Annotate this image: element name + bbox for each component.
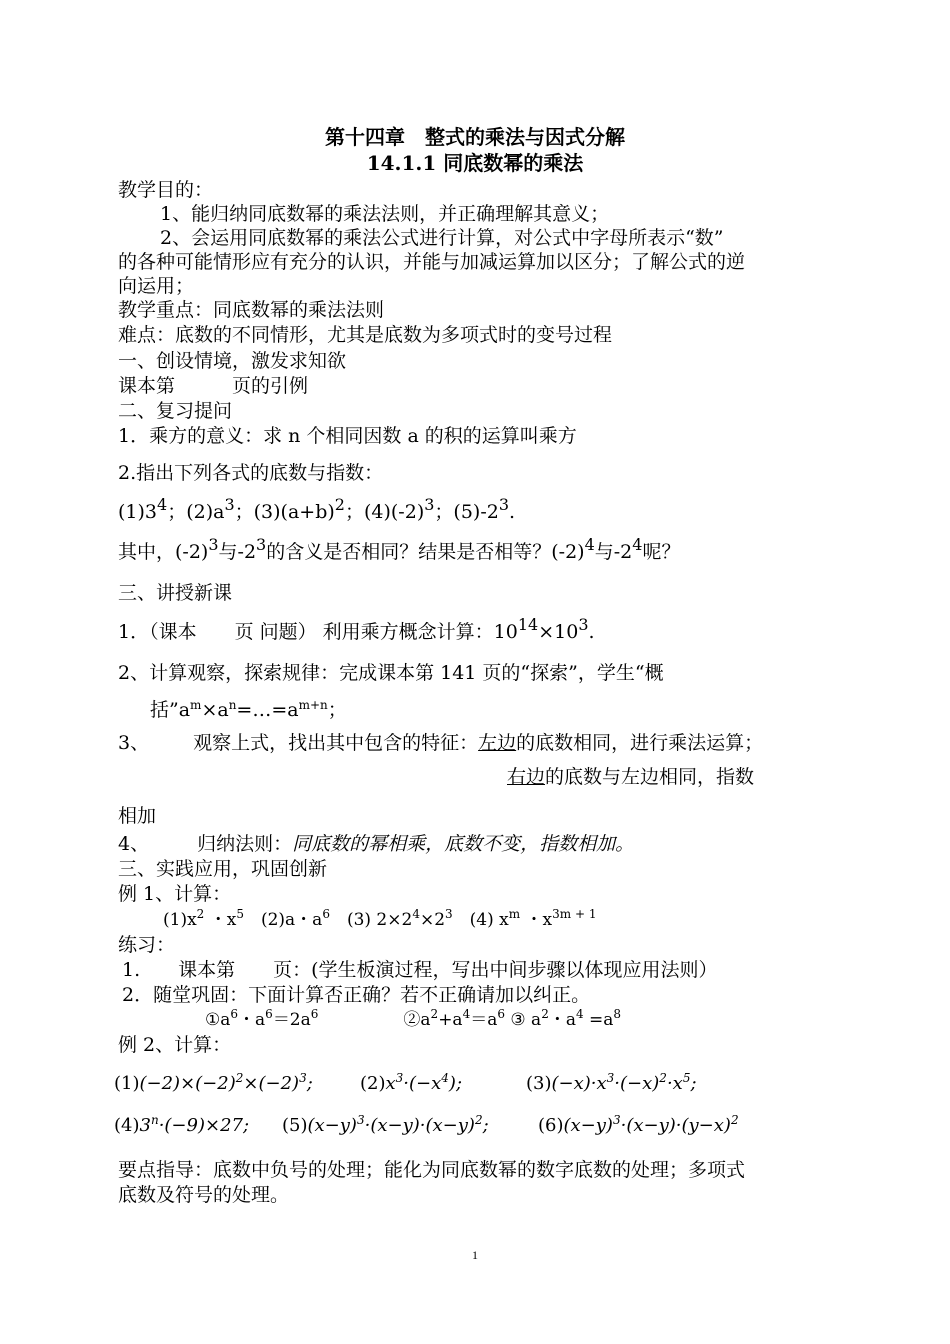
goal-1: 1、能归纳同底数幂的乘法法则，并正确理解其意义； — [160, 203, 610, 225]
example-2-item-5: $(5)(x-y)^3\cdot(x-y)\cdot(x-y)^2$; — [282, 1113, 489, 1136]
step-4: 4、 归纳法则：同底数的幂相乘，底数不变，指数相加。 — [118, 833, 635, 855]
example-2-row-1 — [114, 1071, 697, 1096]
example-2-row-2 — [114, 1113, 739, 1138]
example-2-item-4: $(4)3^n\cdot(-9)\times 27$; — [114, 1113, 250, 1136]
tips-b: 底数及符号的处理。 — [118, 1184, 290, 1206]
example-1-problems: $(1)x^2$ ・$x^5$ (2)a・$a^6$ (3) $2\times 2^4\times 2^3$ (4) $x^m$ ・$x^{3m + 1}$ — [163, 907, 597, 930]
question-2: 2.指出下列各式的底数与指数： — [118, 462, 384, 484]
section-1-heading: 一、创设情境，激发求知欲 — [118, 350, 347, 372]
textbook-example: 课本第 页的引例 — [118, 375, 309, 397]
goal-heading: 教学目的： — [118, 179, 214, 201]
goal-2b: 的各种可能情形应有充分的认识，并能与加减运算加以区分；了解公式的逆 — [118, 251, 746, 273]
example-2-item-2: $(2)x^3\cdot(-x^4)$; — [360, 1071, 463, 1094]
goal-2a: 2、会运用同底数幂的乘法公式进行计算，对公式中字母所表示“数” — [160, 227, 724, 249]
example-1-heading: 例 1、计算： — [118, 883, 232, 905]
step-3b: 右边的底数与左边相同，指数 — [507, 766, 755, 788]
example-2-item-1: $(1)(-2)\times(-2)^2\times(-2)^3$; — [114, 1071, 313, 1094]
example-2-item-3: $(3)(-x)\cdot x^3\cdot(-x)^2\cdot x^5$; — [526, 1071, 697, 1094]
chapter-title: 第十四章 整式的乘法与因式分解 — [325, 125, 625, 149]
step-2b: 括$”a^m\times a^n=\dots=a^{m+n}$； — [150, 698, 347, 721]
section-3-heading: 三、讲授新课 — [118, 582, 233, 604]
practice-heading: 练习： — [118, 934, 176, 956]
page-number: 1 — [472, 1248, 478, 1262]
tips-a: 要点指导：底数中负号的处理；能化为同底数幂的数字底数的处理；多项式 — [118, 1159, 746, 1181]
step-2a: 2、计算观察，探索规律：完成课本第 141 页的“探索”，学生“概 — [118, 662, 664, 684]
comparison-question: 其中，$(-2)^3$与$-2^3$的含义是否相同？结果是否相等？$(-2)^4$与$-2^4$呢？ — [118, 535, 681, 563]
section-title: 14.1.1 同底数幂的乘法 — [366, 151, 584, 175]
example-2-heading: 例 2、计算： — [118, 1034, 232, 1056]
key-point: 教学重点：同底数幂的乘法法则 — [118, 299, 385, 321]
goal-2c: 向运用； — [118, 275, 195, 297]
difficulty: 难点：底数的不同情形，尤其是底数为多项式时的变号过程 — [118, 324, 613, 346]
step-3c: 相加 — [118, 805, 157, 827]
exponent-list: $(1)3^4$；$(2)a^3$；$(3)(a+b)^2$；$(4)(-2)^3$；$(5)-2^3$. — [118, 495, 516, 523]
question-1: 1．乘方的意义：求 n 个相同因数 a 的积的运算叫乘方 — [118, 425, 577, 447]
practice-1: 1. 课本第 页：(学生板演过程，写出中间步骤以体现应用法则） — [122, 959, 718, 981]
section-3b-heading: 三、实践应用，巩固创新 — [118, 858, 328, 880]
step-1: 1．（课本 页 问题） 利用乘方概念计算：$10^{14}\times 10^3$. — [118, 615, 595, 643]
step-3: 3、 观察上式，找出其中包含的特征：左边的底数相同，进行乘法运算； — [118, 732, 764, 754]
section-2-heading: 二、复习提问 — [118, 400, 233, 422]
practice-2: 2．随堂巩固：下面计算否正确？若不正确请加以纠正。 — [122, 984, 591, 1006]
practice-2-problems: $①a^6$・$a^6=2a^6$ $②a^2+a^4=a^6$ ③ $a^2$・$a^4 =a^8$ — [205, 1007, 622, 1030]
example-2-item-6: $(6)(x-y)^3\cdot(x-y)\cdot(y-x)^2$ — [538, 1113, 739, 1136]
